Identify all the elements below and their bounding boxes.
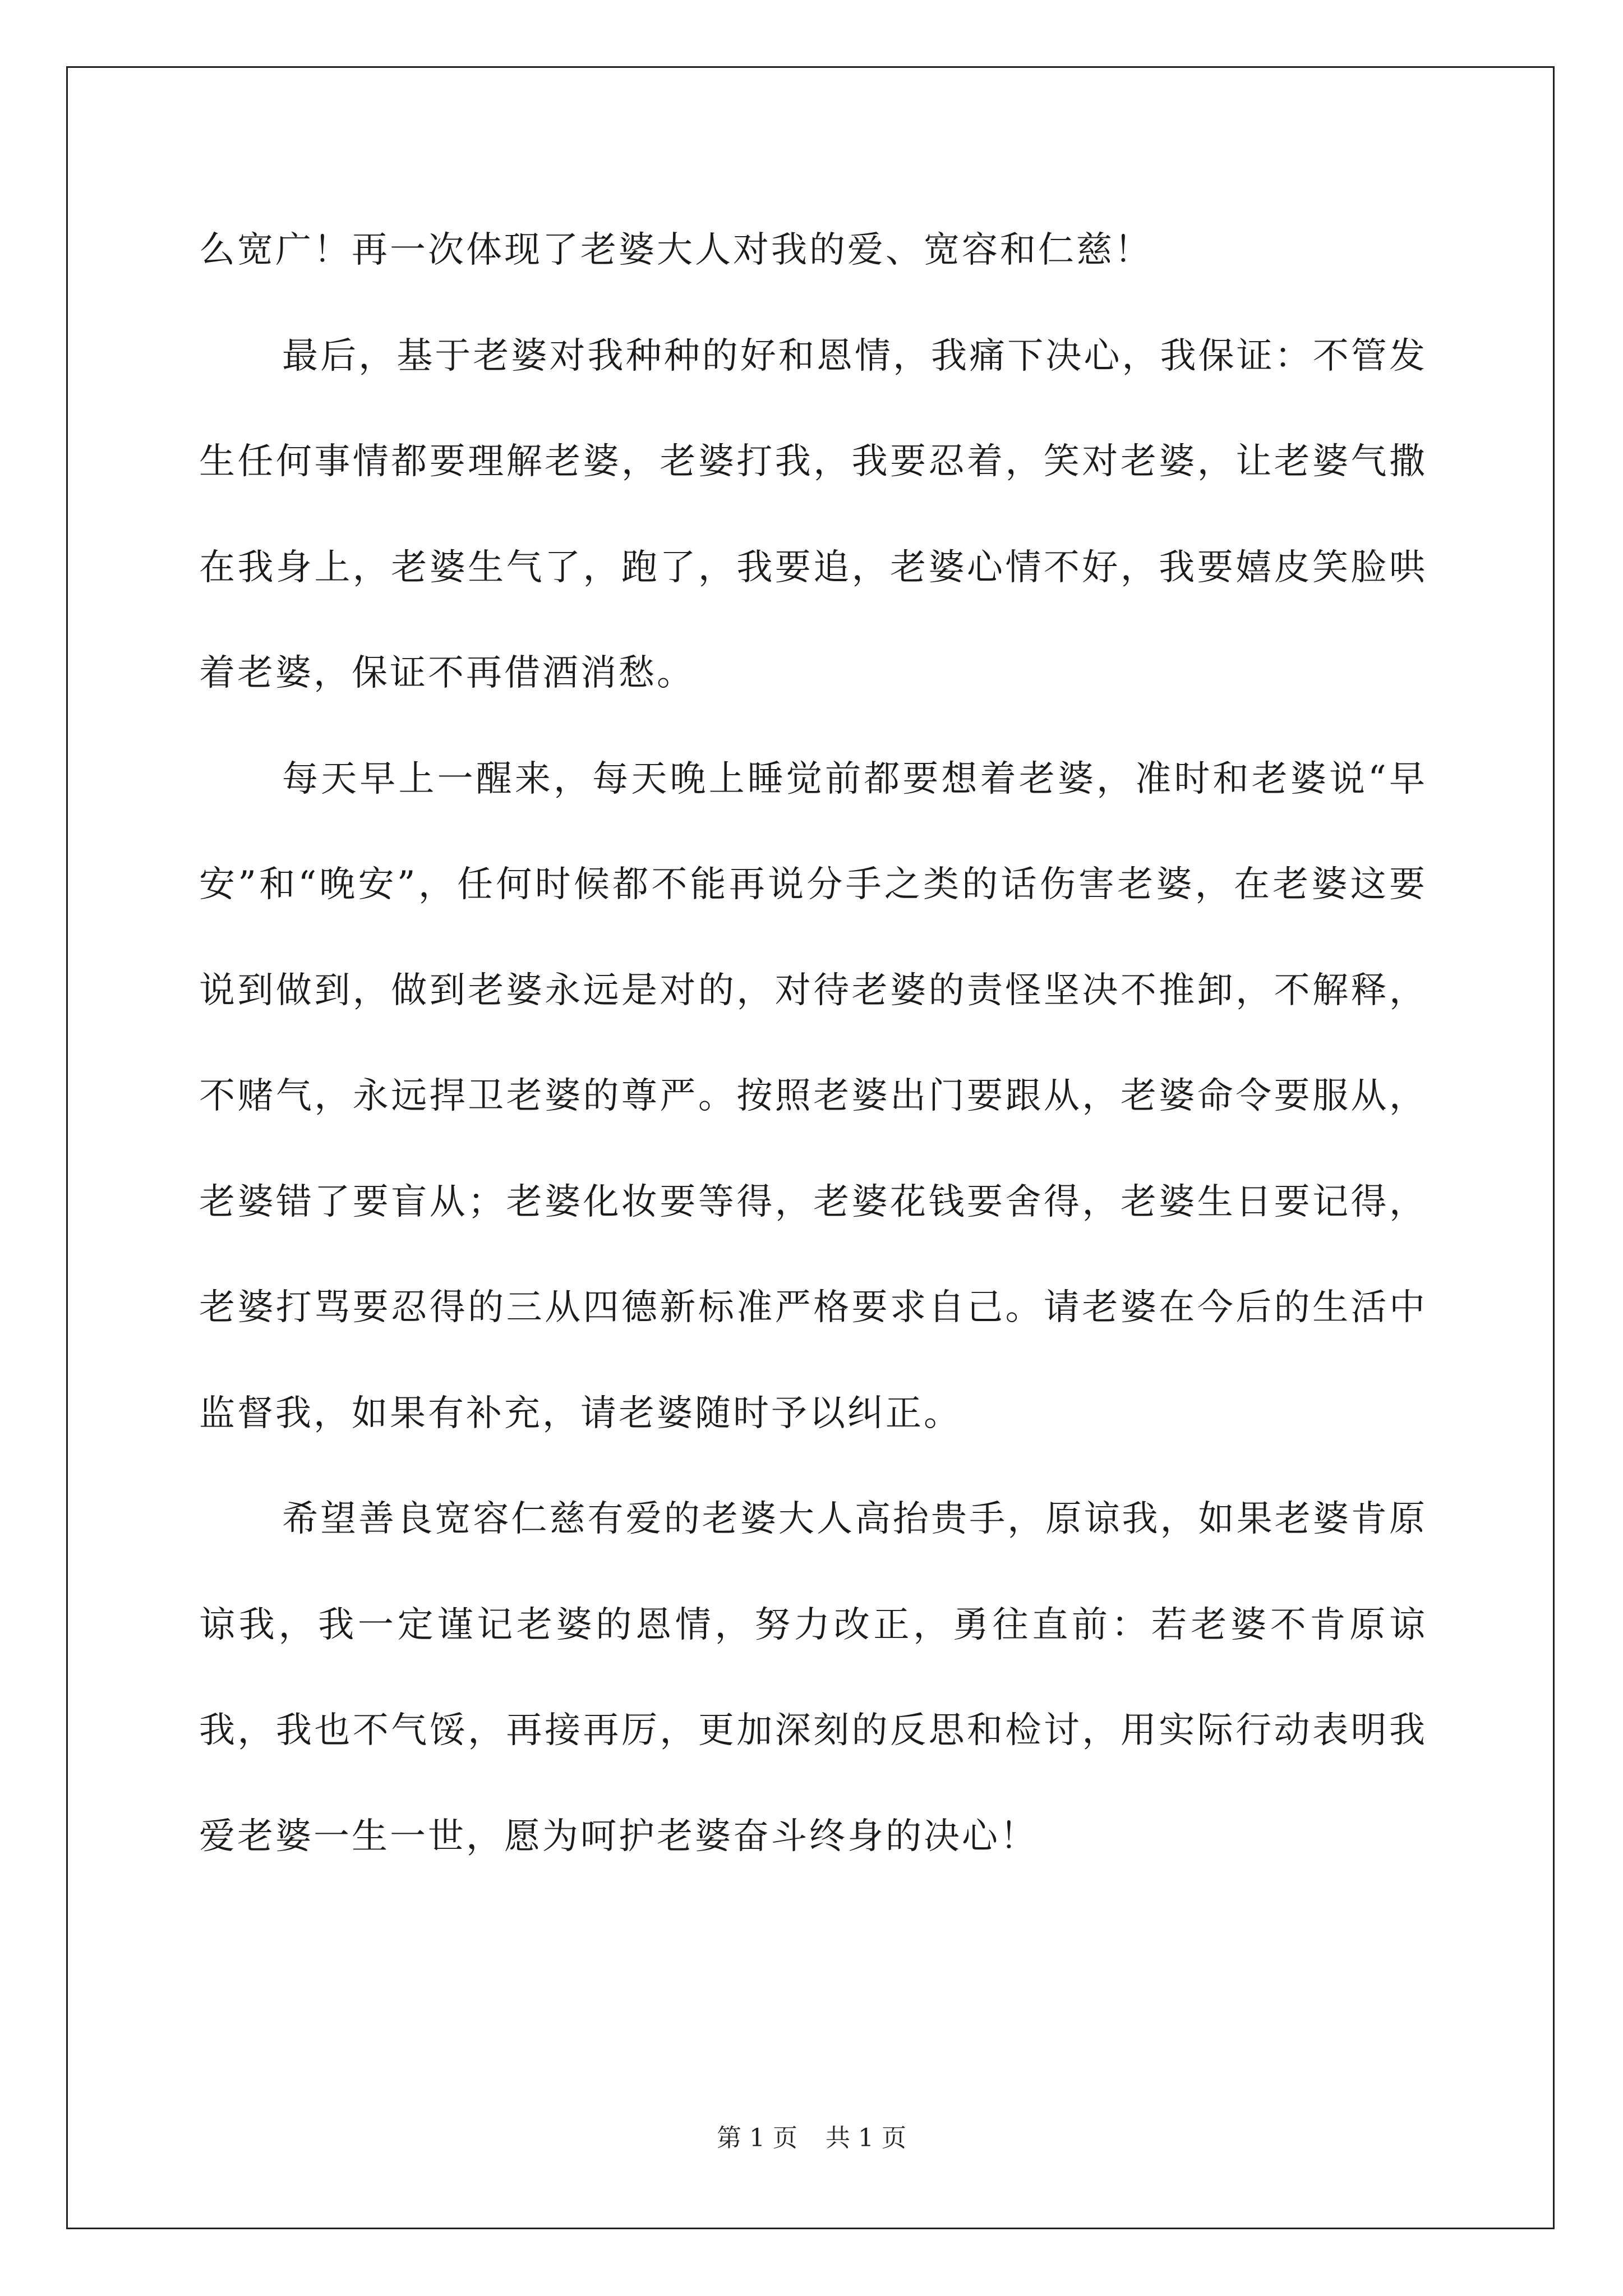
paragraph-4: 希望善良宽容仁慈有爱的老婆大人高抬贵手，原谅我，如果老婆肯原谅我，我一定谨记老婆的恩情，努力改正，勇往直前：若老婆不肯原谅我，我也不气馁，再接再厉，更加深刻的反思和检讨，用实际行动表明我爱老婆一生一世，愿为呵护老婆奋斗终身的决心！ [199,1498,1427,1857]
paragraph-2: 最后，基于老婆对我种种的好和恩情，我痛下决心，我保证：不管发生任何事情都要理解老婆，老婆打我，我要忍着，笑对老婆，让老婆气撒在我身上，老婆生气了，跑了，我要追，老婆心情不好，我要嬉皮笑脸哄着老婆，保证不再借酒消愁。 [199,335,1427,694]
page-footer [0,2122,1623,2155]
document-body [199,197,1427,1889]
paragraph-1: 么宽广！再一次体现了老婆大人对我的爱、宽容和仁慈！ [199,229,1152,271]
page-number-total: 共 1 页 [826,2124,906,2152]
paragraph-3: 每天早上一醒来，每天晚上睡觉前都要想着老婆，准时和老婆说“早安”和“晚安”，任何时候都不能再说分手之类的话伤害老婆，在老婆这要说到做到，做到老婆永远是对的，对待老婆的责怪坚决不推卸，不解释，不赌气，永远捍卫老婆的尊严。按照老婆出门要跟从，老婆命令要服从，老婆错了要盲从；老婆化妆要等得，老婆花钱要舍得，老婆生日要记得，老婆打骂要忍得的三从四德新标准严格要求自己。请老婆在今后的生活中监督我，如果有补充，请老婆随时予以纠正。 [199,758,1427,1434]
page-number-current: 第 1 页 [717,2124,797,2152]
